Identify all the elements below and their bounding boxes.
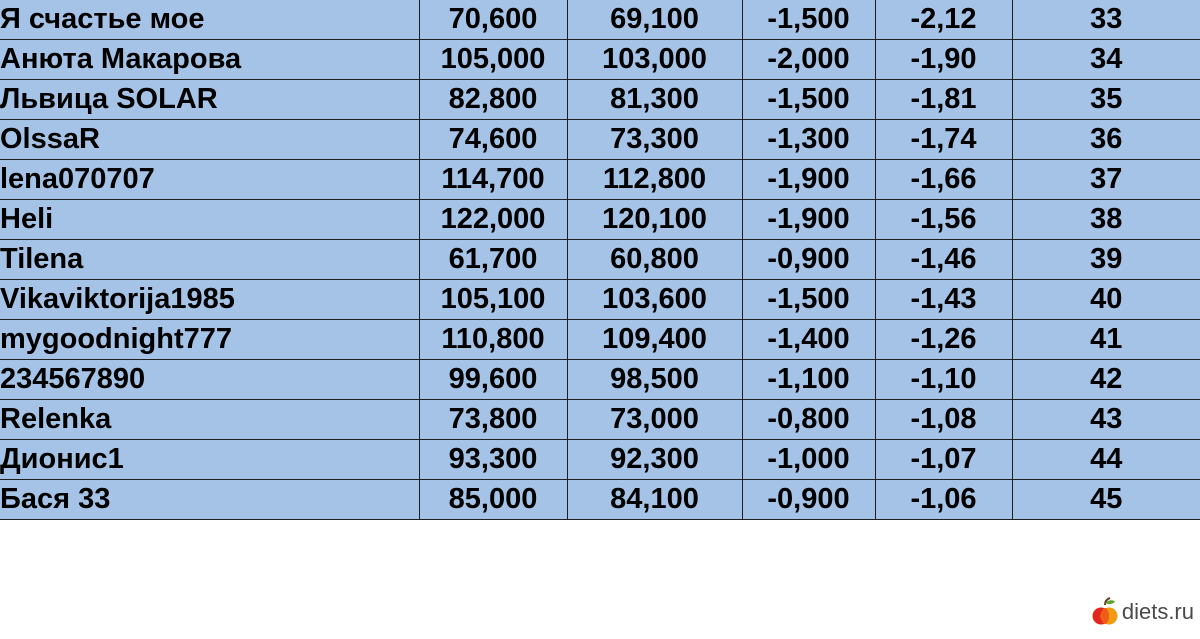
cell-place: 33 — [1012, 0, 1200, 40]
cell-name: Heli — [0, 200, 419, 240]
cell-current-weight: 81,300 — [567, 80, 742, 120]
cell-name: Анюта Макарова — [0, 40, 419, 80]
cell-percent-change: -1,10 — [875, 360, 1012, 400]
table-row — [0, 240, 1200, 280]
cell-weight-change: -1,300 — [742, 120, 875, 160]
cell-percent-change: -1,07 — [875, 440, 1012, 480]
cell-percent-change: -1,06 — [875, 480, 1012, 520]
cell-percent-change: -1,43 — [875, 280, 1012, 320]
cell-weight-change: -0,900 — [742, 480, 875, 520]
cell-start-weight: 105,100 — [419, 280, 567, 320]
cell-name: Я счастье мое — [0, 0, 419, 40]
cell-current-weight: 73,300 — [567, 120, 742, 160]
table-row — [0, 160, 1200, 200]
cell-weight-change: -1,500 — [742, 0, 875, 40]
cell-percent-change: -1,81 — [875, 80, 1012, 120]
cell-weight-change: -1,400 — [742, 320, 875, 360]
cell-current-weight: 92,300 — [567, 440, 742, 480]
cell-percent-change: -1,74 — [875, 120, 1012, 160]
table-row — [0, 280, 1200, 320]
cell-current-weight: 112,800 — [567, 160, 742, 200]
cell-percent-change: -1,26 — [875, 320, 1012, 360]
cell-start-weight: 73,800 — [419, 400, 567, 440]
table-row — [0, 0, 1200, 40]
cell-place: 38 — [1012, 200, 1200, 240]
cell-name: OlssaR — [0, 120, 419, 160]
cell-place: 36 — [1012, 120, 1200, 160]
apple-logo-icon — [1092, 597, 1118, 627]
cell-start-weight: 70,600 — [419, 0, 567, 40]
cell-weight-change: -1,500 — [742, 80, 875, 120]
table-row — [0, 400, 1200, 440]
watermark-text: diets.ru — [1121, 599, 1194, 624]
cell-start-weight: 93,300 — [419, 440, 567, 480]
cell-start-weight: 110,800 — [419, 320, 567, 360]
cell-place: 45 — [1012, 480, 1200, 520]
cell-name: mygoodnight777 — [0, 320, 419, 360]
cell-percent-change: -1,66 — [875, 160, 1012, 200]
cell-percent-change: -1,46 — [875, 240, 1012, 280]
cell-name: Vikaviktorija1985 — [0, 280, 419, 320]
cell-percent-change: -2,12 — [875, 0, 1012, 40]
cell-name: Львица SOLAR — [0, 80, 419, 120]
cell-name: Tilena — [0, 240, 419, 280]
cell-place: 34 — [1012, 40, 1200, 80]
cell-current-weight: 109,400 — [567, 320, 742, 360]
cell-current-weight: 69,100 — [567, 0, 742, 40]
cell-weight-change: -1,900 — [742, 200, 875, 240]
cell-weight-change: -1,000 — [742, 440, 875, 480]
cell-place: 40 — [1012, 280, 1200, 320]
cell-place: 35 — [1012, 80, 1200, 120]
cell-start-weight: 122,000 — [419, 200, 567, 240]
cell-current-weight: 120,100 — [567, 200, 742, 240]
cell-weight-change: -2,000 — [742, 40, 875, 80]
table-row — [0, 360, 1200, 400]
cell-name: Relenka — [0, 400, 419, 440]
table-row — [0, 40, 1200, 80]
cell-current-weight: 73,000 — [567, 400, 742, 440]
cell-start-weight: 99,600 — [419, 360, 567, 400]
cell-current-weight: 103,000 — [567, 40, 742, 80]
cell-start-weight: 85,000 — [419, 480, 567, 520]
cell-start-weight: 105,000 — [419, 40, 567, 80]
table-row — [0, 120, 1200, 160]
cell-weight-change: -1,900 — [742, 160, 875, 200]
table-row — [0, 440, 1200, 480]
cell-current-weight: 103,600 — [567, 280, 742, 320]
watermark — [1092, 597, 1194, 627]
cell-start-weight: 114,700 — [419, 160, 567, 200]
cell-current-weight: 84,100 — [567, 480, 742, 520]
table-row — [0, 200, 1200, 240]
cell-name: Бася 33 — [0, 480, 419, 520]
cell-place: 43 — [1012, 400, 1200, 440]
cell-place: 44 — [1012, 440, 1200, 480]
cell-place: 39 — [1012, 240, 1200, 280]
cell-start-weight: 74,600 — [419, 120, 567, 160]
cell-weight-change: -0,800 — [742, 400, 875, 440]
table-row — [0, 320, 1200, 360]
cell-start-weight: 61,700 — [419, 240, 567, 280]
cell-place: 37 — [1012, 160, 1200, 200]
cell-weight-change: -1,100 — [742, 360, 875, 400]
table-row — [0, 480, 1200, 520]
table-row — [0, 80, 1200, 120]
cell-weight-change: -1,500 — [742, 280, 875, 320]
cell-name: lena070707 — [0, 160, 419, 200]
cell-current-weight: 60,800 — [567, 240, 742, 280]
cell-percent-change: -1,90 — [875, 40, 1012, 80]
cell-place: 41 — [1012, 320, 1200, 360]
cell-weight-change: -0,900 — [742, 240, 875, 280]
cell-place: 42 — [1012, 360, 1200, 400]
cell-percent-change: -1,08 — [875, 400, 1012, 440]
cell-name: Дионис1 — [0, 440, 419, 480]
cell-start-weight: 82,800 — [419, 80, 567, 120]
cell-current-weight: 98,500 — [567, 360, 742, 400]
cell-name: 234567890 — [0, 360, 419, 400]
cell-percent-change: -1,56 — [875, 200, 1012, 240]
